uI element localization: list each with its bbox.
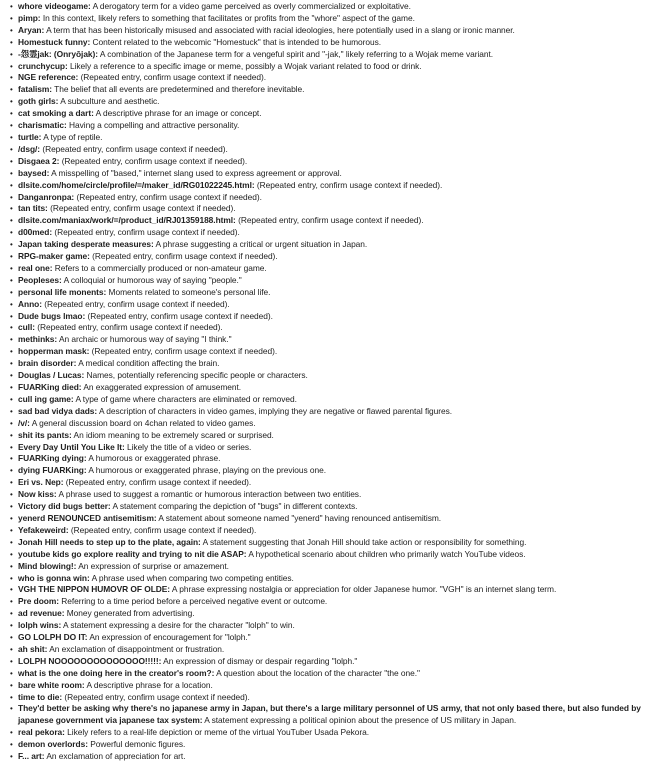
entry-term: tan tits: [18,203,48,214]
list-item [10,251,664,263]
entry-description: (Repeated entry, confirm usage context if needed). [64,691,250,702]
list-item [10,632,664,644]
list-item [10,584,664,596]
entry-description: A humorous or exaggerated phrase. [88,453,221,464]
list-item [10,299,664,311]
list-item [10,334,664,346]
entry-term: youtube kids go explore reality and trying to nit die ASAP: [18,548,247,559]
list-item [10,668,664,680]
list-item [10,25,664,37]
list-item [10,561,664,573]
list-item [10,751,664,763]
list-item [10,287,664,299]
entry-description: A term that has been historically misused and associated with racial ideologies, here potentially used in a slang or ironic manner. [46,24,515,35]
list-item [10,1,664,13]
entry-description: (Repeated entry, confirm usage context if needed). [87,310,273,321]
entry-description: (Repeated entry, confirm usage context if needed). [80,72,266,83]
list-item [10,703,664,727]
entry-description: An exclamation of disappointment or frustration. [49,643,225,654]
entry-description: A phrase used when comparing two competing entities. [91,572,294,583]
entry-term: VGH THE NIPPON HUMOVR OF OLDE: [18,584,171,595]
list-item [10,192,664,204]
list-item [10,311,664,323]
entry-description: A phrase expressing nostalgia or appreciation for older Japanese humor. "VGH" is an internet slang term. [171,584,557,595]
entry-description: Powerful demonic figures. [90,739,186,750]
entry-description: (Repeated entry, confirm usage context if needed). [42,143,228,154]
entry-term: what is the one doing here in the creator's room?: [18,667,215,678]
entry-description: A statement about someone named "yenerd" having renounced antisemitism. [158,512,442,523]
entry-description: A type of reptile. [43,131,103,142]
list-item [10,156,664,168]
entry-term: fatalism: [18,84,52,95]
entry-term: RPG-maker game: [18,251,90,262]
entry-description: A derogatory term for a video game perceived as overly commercialized or exploitative. [92,1,411,11]
entry-term: who is gonna win: [18,572,90,583]
entry-description: The belief that all events are predetermined and therefore inevitable. [54,84,305,95]
list-item [10,418,664,430]
list-item [10,382,664,394]
entry-description: (Repeated entry, confirm usage context if needed). [91,346,278,357]
entry-description: A general discussion board on 4chan related to video games. [31,417,256,428]
entry-description: (Repeated entry, confirm usage context if needed). [44,298,230,309]
entry-term: Eri vs. Nep: [18,477,64,488]
entry-description: An exaggerated expression of amusement. [83,382,242,392]
list-item [10,227,664,239]
list-item [10,370,664,382]
list-item [10,442,664,454]
list-item [10,739,664,751]
entry-term: Jonah Hill needs to step up to the plate, again: [18,536,201,547]
list-item [10,13,664,25]
entry-term: /dsg/: [18,143,41,154]
entry-term: Dude bugs lmao: [18,310,86,321]
list-item [10,406,664,418]
entry-term: whore videogame: [18,1,91,11]
list-item [10,144,664,156]
list-item [10,263,664,275]
entry-term: time to die: [18,691,63,702]
entry-term: Anno: [18,298,42,309]
list-item [10,656,664,668]
list-item [10,501,664,513]
entry-term: dlsite.com/maniax/work/=/product_id/RJ01359188.html: [18,215,236,226]
entry-term: crunchycup: [18,60,68,71]
entry-term: Homestuck funny: [18,36,91,47]
list-item [10,49,664,61]
list-item [10,346,664,358]
entry-term: F... art: [18,751,45,762]
entry-term: personal life monents: [18,286,107,297]
entry-description: A hypothetical scenario about children who primarily watch YouTube videos. [248,548,526,559]
entry-description: Likely refers to a real-life depiction or meme of the virtual YouTuber Usada Pekora. [67,727,369,738]
entry-description: A phrase used to suggest a romantic or humorous interaction between two entities. [58,489,362,500]
entry-term: ad revenue: [18,608,65,619]
entry-description: Likely the title of a video or series. [127,441,252,452]
entry-term: Douglas / Lucas: [18,370,85,381]
list-item [10,37,664,49]
list-item [10,608,664,620]
entry-term: Now kiss: [18,489,57,500]
entry-description: Refers to a commercially produced or non-amateur game. [54,262,267,273]
entry-term: charismatic: [18,120,67,131]
entry-description: Moments related to someone's personal life. [108,286,271,297]
entry-term: dying FUARKing: [18,465,87,476]
entry-term: lolph wins: [18,620,62,631]
list-item [10,72,664,84]
entry-description: A description of characters in video games, implying they are negative or flawed parental figures. [98,405,453,416]
list-item [10,644,664,656]
entry-description: A descriptive phrase for a location. [86,679,213,690]
entry-description: A descriptive phrase for an image or concept. [95,108,262,119]
entry-term: methinks: [18,334,58,345]
list-item [10,239,664,251]
list-item [10,275,664,287]
list-item [10,394,664,406]
entry-description: Content related to the webcomic "Homestuck" that is intended to be humorous. [92,36,381,47]
entry-description: Names, potentially referencing specific people or characters. [86,370,308,381]
entry-term: yenerd RENOUNCED antisemitism: [18,512,157,523]
entry-description: An expression of dismay or despair regarding "lolph." [163,655,358,666]
entry-term: d00med: [18,227,53,238]
entry-term: Every Day Until You Like It: [18,441,125,452]
entry-term: cat smoking a dart: [18,108,94,119]
entry-description: (Repeated entry, confirm usage context if needed). [256,179,443,190]
entry-term: NGE reference: [18,72,79,83]
list-item [10,96,664,108]
entry-description: (Repeated entry, confirm usage context if needed). [61,155,248,166]
entry-description: (Repeated entry, confirm usage context if needed). [37,322,223,333]
entry-description: (Repeated entry, confirm usage context if needed). [70,524,257,535]
entry-term: real one: [18,262,53,273]
list-item [10,549,664,561]
entry-description: (Repeated entry, confirm usage context if needed). [76,191,262,202]
list-item [10,322,664,334]
entry-term: Victory did bugs better: [18,501,111,512]
entry-description: In this context, likely refers to something that facilitates or profits from the "whore" aspect of the game. [42,12,415,23]
entry-term: GO LOLPH DO IT: [18,632,88,643]
list-item [10,620,664,632]
entry-term: Mind blowing!: [18,560,77,571]
entry-description: A humorous or exaggerated phrase, playing on the previous one. [88,465,327,476]
entry-term: cull ing game: [18,393,74,404]
list-item [10,215,664,227]
entry-term: shit its pants: [18,429,72,440]
list-item [10,180,664,192]
entry-term: bare white room: [18,679,85,690]
entry-description: (Repeated entry, confirm usage context if needed). [50,203,236,214]
entry-description: An archaic or humorous way of saying "I think." [58,334,232,345]
entry-description: A phrase suggesting a critical or urgent situation in Japan. [155,239,368,250]
entry-term: Danganronpa: [18,191,75,202]
list-item [10,537,664,549]
list-item [10,489,664,501]
list-item [10,120,664,132]
list-item [10,203,664,215]
entry-description: A statement suggesting that Jonah Hill should take action or responsibility for something. [202,536,527,547]
entry-term: ah shit: [18,643,48,654]
list-item [10,132,664,144]
entry-description: A colloquial or humorous way of saying "people." [63,274,242,285]
entry-description: An expression of encouragement for "lolph." [89,632,251,643]
entry-term: FUARKing died: [18,382,82,392]
entry-term: FUARKing dying: [18,453,87,464]
list-item [10,727,664,739]
entry-term: Yefakeweird: [18,524,69,535]
entry-term: real pekora: [18,727,65,738]
entry-term: demon overlords: [18,739,88,750]
list-item [10,168,664,180]
entry-description: Likely a reference to a specific image or meme, possibly a Wojak variant related to food or drink. [70,60,422,71]
entry-term: Disgaea 2: [18,155,60,166]
entry-term: cull: [18,322,35,333]
entry-description: (Repeated entry, confirm usage context if needed). [238,215,424,226]
list-item [10,477,664,489]
entry-description: (Repeated entry, confirm usage context if needed). [65,477,252,488]
entry-term: Aryan: [18,24,45,35]
entry-term: brain disorder: [18,358,77,369]
entry-description: Referring to a time period before a perceived negative event or outcome. [61,596,328,607]
entry-term: -怨霊jak: (Onryōjak): [18,48,99,59]
list-item [10,430,664,442]
list-item [10,358,664,370]
list-item [10,513,664,525]
list-item [10,596,664,608]
entry-term: sad bad vidya dads: [18,405,98,416]
list-item [10,108,664,120]
entry-description: A statement comparing the depiction of "bugs" in different contexts. [112,501,358,512]
entry-description: An exclamation of appreciation for art. [46,751,186,762]
entry-description: A statement expressing a desire for the character "lolph" to win. [63,620,295,631]
entry-term: Japan taking desperate measures: [18,239,154,250]
entry-term: Pre doom: [18,596,59,607]
entry-description: A medical condition affecting the brain. [78,358,220,369]
entry-term: LOLPH NOOOOOOOOOOOOOO!!!!!: [18,655,162,666]
entry-description: (Repeated entry, confirm usage context if needed). [54,227,240,238]
list-item [10,84,664,96]
entry-description: A misspelling of "based," internet slang used to express agreement or approval. [51,167,342,178]
entry-description: (Repeated entry, confirm usage context if needed). [92,251,278,262]
entry-term: goth girls: [18,96,59,107]
entry-term: pimp: [18,12,41,23]
entry-term: Peopleses: [18,274,62,285]
entry-description: Having a compelling and attractive personality. [69,120,240,131]
entry-term: They'd better be asking why there's no japanese army in Japan, but there's a large military personnel of US army, that not only based there, but also funded by japanese government via japanese tax system: [18,703,641,726]
entry-description: An expression of surprise or amazement. [78,560,229,571]
entry-description: A type of game where characters are eliminated or removed. [75,393,297,404]
list-item [10,61,664,73]
entry-description: A statement expressing a political opinion about the presence of US military in Japan. [204,715,517,726]
entry-term: turtle: [18,131,42,142]
list-item [10,692,664,704]
entry-description: A combination of the Japanese term for a vengeful spirit and "-jak," likely referring to a Wojak meme variant. [99,48,494,59]
entry-description: A question about the location of the character "the one." [216,667,420,678]
list-item [10,525,664,537]
entry-description: A subculture and aesthetic. [60,96,160,107]
list-item [10,573,664,585]
entry-description: Money generated from advertising. [66,608,195,619]
list-item [10,453,664,465]
entry-term: hopperman mask: [18,346,90,357]
entry-term: /v/: [18,417,30,428]
entry-term: dlsite.com/home/circle/profile/=/maker_id/RG01022245.html: [18,179,255,190]
list-item [10,680,664,692]
entry-description: An idiom meaning to be extremely scared or surprised. [73,429,274,440]
list-item [10,465,664,477]
entry-term: baysed: [18,167,50,178]
